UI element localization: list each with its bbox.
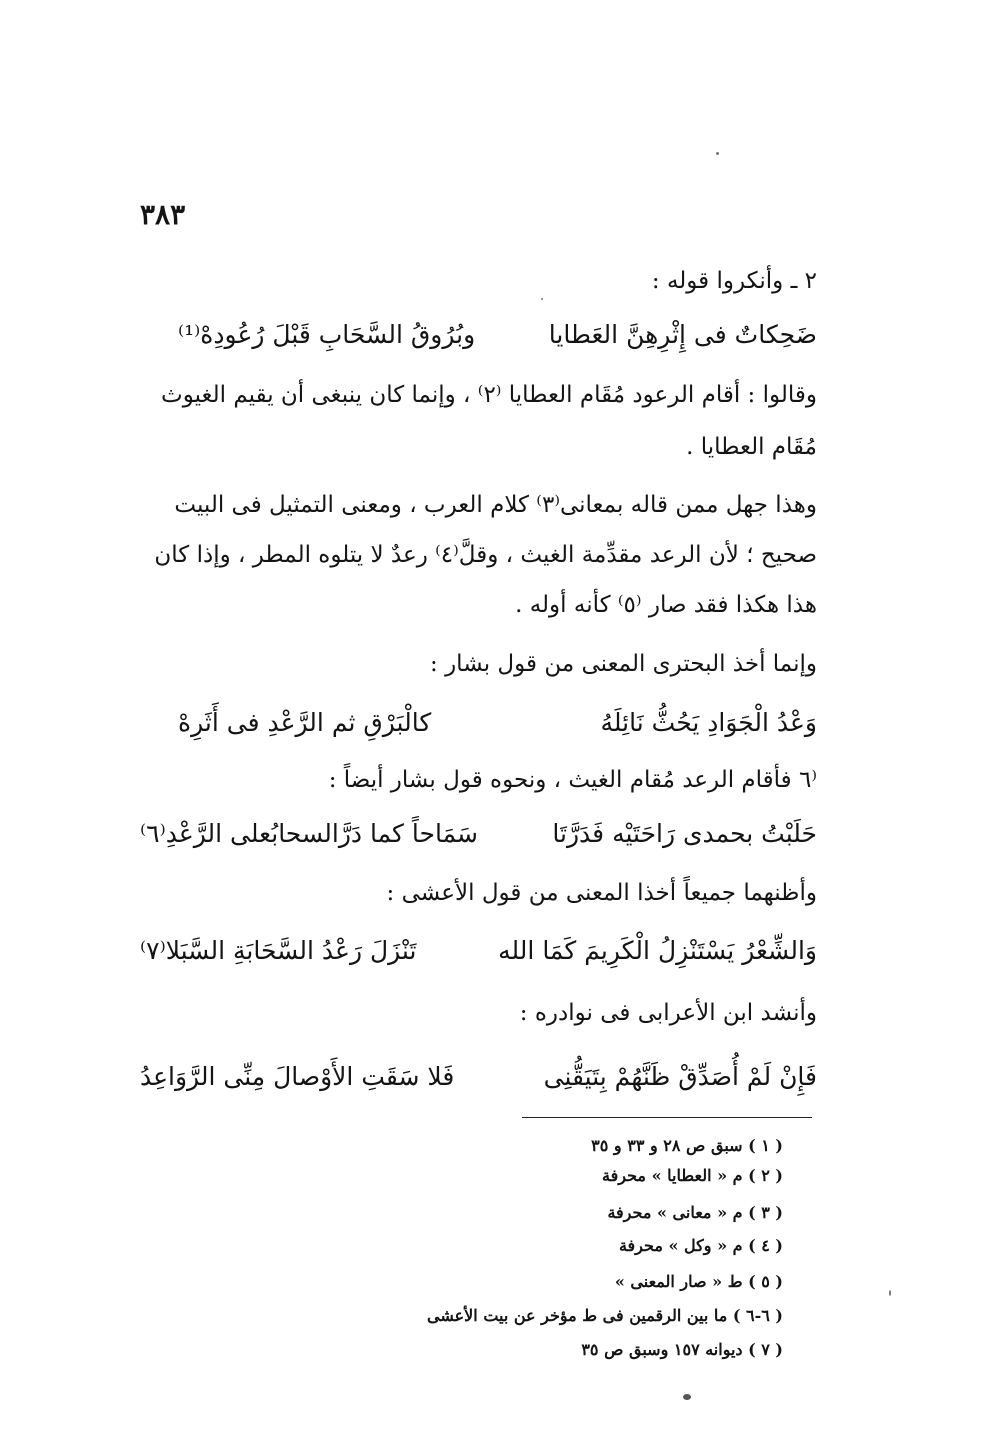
footnote: ( ٥ ) ط « صار المعنى » bbox=[614, 1272, 783, 1291]
paragraph-line: ⁽٦ فأقام الرعد مُقام الغيث ، ونحوه قول بشار أيضاً : bbox=[328, 767, 817, 793]
scan-speck bbox=[541, 298, 543, 300]
verse-3 bbox=[140, 819, 817, 853]
heading-line: ٢ ـ وأنكروا قوله : bbox=[651, 268, 817, 294]
paragraph-line: وأنشد ابن الأعرابى فى نوادره : bbox=[519, 1000, 817, 1026]
footnote: ( ٢ ) م « العطايا » محرفة bbox=[602, 1166, 783, 1185]
verse-3-second-hemistich: سَمَاحاً كما دَرَّالسحابُعلى الرَّعْدِ⁽٦⁾ bbox=[140, 819, 478, 848]
paragraph-line: مُقَام العطايا . bbox=[686, 434, 817, 460]
scan-speck bbox=[889, 1290, 891, 1296]
paragraph-line: وهذا جهل ممن قاله بمعانى⁽٣⁾ كلام العرب ، ومعنى التمثيل فى البيت bbox=[174, 492, 817, 518]
verse-2-first-hemistich: وَعْدُ الْجَوَادِ يَحُثُّ نَائِلَهُ bbox=[600, 708, 817, 737]
verse-4-first-hemistich: وَالشِّعْرُ يَسْتَنْزِلُ الْكَرِيمَ كَمَا الله bbox=[498, 936, 817, 965]
verse-1 bbox=[178, 320, 817, 354]
scan-speck bbox=[716, 152, 719, 155]
verse-1-first-hemistich: ضَحِكاتٌ فى إِثْرِهِنَّ العَطايا bbox=[548, 320, 817, 349]
verse-5-first-hemistich: فَإِنْ لَمْ أُصَدِّقْ ظَنَّهُمْ بِتَيَقُّنِى bbox=[543, 1062, 817, 1091]
footnote: ( ١ ) سبق ص ٢٨ و ٣٣ و ٣٥ bbox=[591, 1136, 783, 1155]
footnote: ( ٤ ) م « وكل » محرفة bbox=[618, 1236, 783, 1255]
verse-4-second-hemistich: تَنْزَلَ رَعْدُ السَّحَابَةِ السَّبَلا⁽٧⁾ bbox=[140, 936, 417, 965]
footnote: ( ٧ ) ديوانه ١٥٧ وسبق ص ٣٥ bbox=[581, 1340, 783, 1359]
verse-5 bbox=[140, 1062, 817, 1096]
verse-3-first-hemistich: حَلَبْتُ بحمدى رَاحَتَيْه فَدَرَّتَا bbox=[552, 819, 817, 848]
footnote-divider bbox=[522, 1117, 812, 1118]
paragraph-line: وقالوا : أقام الرعود مُقَام العطايا ⁽٢⁾ ، وإنما كان ينبغى أن يقيم الغيوث bbox=[161, 382, 817, 408]
paragraph-line: وإنما أخذ البحترى المعنى من قول بشار : bbox=[430, 651, 817, 677]
footnote: ( ٦-٦ ) ما بين الرقمين فى ط مؤخر عن بيت الأعشى bbox=[427, 1306, 783, 1325]
paragraph-line: هذا هكذا فقد صار ⁽٥⁾ كأنه أوله . bbox=[515, 592, 817, 618]
paragraph-line: صحيح ؛ لأن الرعد مقدِّمة الغيث ، وقلَّ⁽٤⁾ رعدٌ لا يتلوه المطر ، وإذا كان bbox=[154, 542, 817, 568]
verse-5-second-hemistich: فَلا سَقَتِ الأَوْصالَ مِنِّى الرَّوَاعِدُ bbox=[140, 1062, 455, 1091]
paragraph-line: وأظنهما جميعاً أخذا المعنى من قول الأعشى : bbox=[386, 880, 817, 906]
verse-1-second-hemistich: وبُرُوقُ السَّحَابِ قَبْلَ رُعُودِهْ⁽¹⁾ bbox=[178, 320, 476, 349]
verse-2 bbox=[178, 708, 817, 742]
scan-speck bbox=[683, 1394, 691, 1400]
verse-2-second-hemistich: كالْبَرْقِ ثم الرَّعْدِ فى أَثَرِهْ bbox=[178, 708, 432, 737]
footnote: ( ٣ ) م « معانى » محرفة bbox=[607, 1203, 783, 1222]
verse-4 bbox=[140, 936, 817, 970]
page-number: ٣٨٣ bbox=[140, 198, 186, 231]
